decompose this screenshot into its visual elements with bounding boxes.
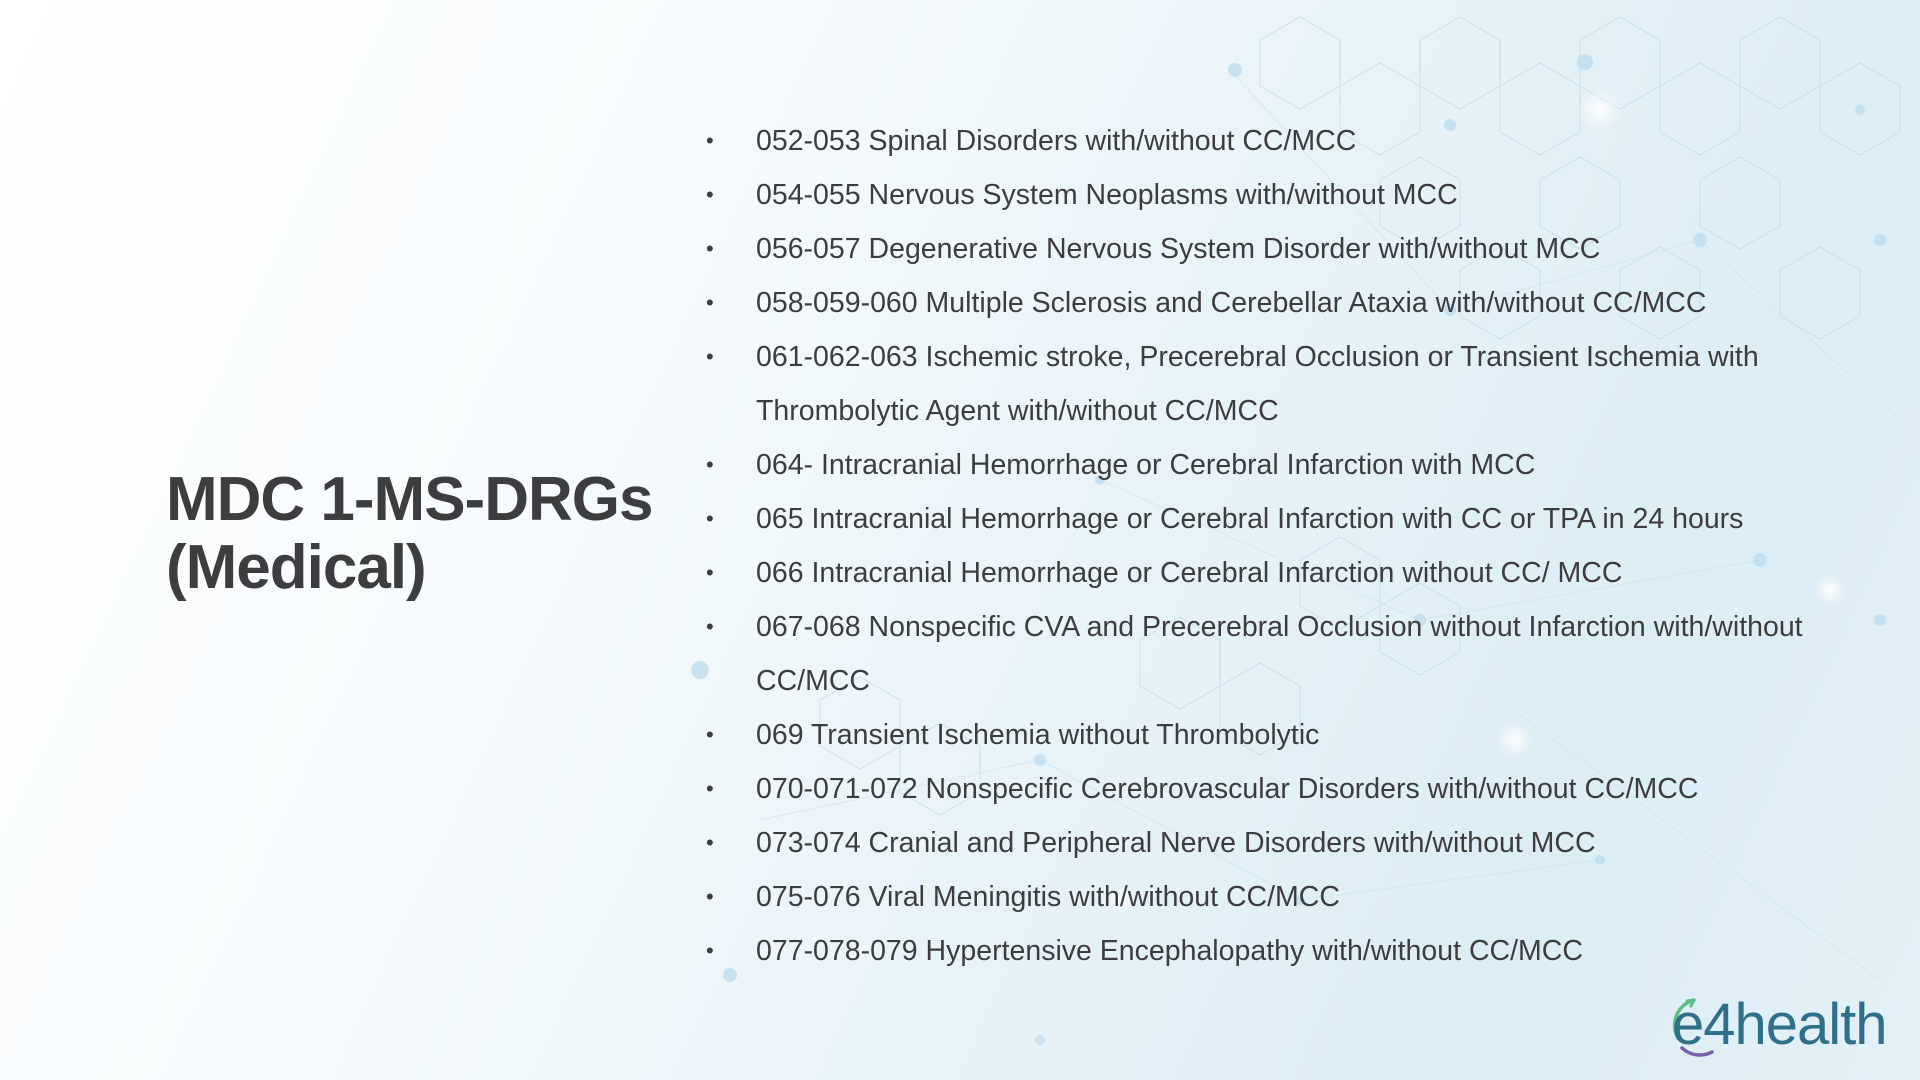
bullet-icon: • <box>706 182 714 207</box>
list-item-text: 077-078-079 Hypertensive Encephalopathy with/without CC/MCC <box>756 935 1583 967</box>
list-item-text: 056-057 Degenerative Nervous System Disorder with/without MCC <box>756 233 1601 265</box>
bullet-icon: • <box>706 128 714 153</box>
list-item-text: 066 Intracranial Hemorrhage or Cerebral Infarction without CC/ MCC <box>756 557 1623 589</box>
bullet-icon: • <box>706 884 714 909</box>
list-item <box>706 924 1856 978</box>
bullet-icon: • <box>706 830 714 855</box>
list-item <box>706 168 1856 222</box>
bullet-icon: • <box>706 236 714 261</box>
list-item <box>706 330 1856 438</box>
list-item-text: 070-071-072 Nonspecific Cerebrovascular Disorders with/without CC/MCC <box>756 773 1699 805</box>
list-item-text: 054-055 Nervous System Neoplasms with/without MCC <box>756 179 1458 211</box>
list-item <box>706 492 1856 546</box>
bullet-icon: • <box>706 506 714 531</box>
list-item-text: 073-074 Cranial and Peripheral Nerve Disorders with/without MCC <box>756 827 1596 859</box>
list-item-text: 065 Intracranial Hemorrhage or Cerebral Infarction with CC or TPA in 24 hours <box>756 503 1744 535</box>
list-item-text: 075-076 Viral Meningitis with/without CC/MCC <box>756 881 1340 913</box>
list-item <box>706 600 1856 708</box>
bullet-icon: • <box>706 776 714 801</box>
bullet-icon: • <box>706 938 714 963</box>
list-item <box>706 114 1856 168</box>
bullet-icon: • <box>706 722 714 747</box>
list-item-text: 067-068 Nonspecific CVA and Precerebral Occlusion without Infarction with/without CC/MCC <box>756 611 1803 697</box>
list-item-text: 058-059-060 Multiple Sclerosis and Cerebellar Ataxia with/without CC/MCC <box>756 287 1707 319</box>
list-item <box>706 816 1856 870</box>
logo-wordmark: e4health <box>1672 992 1887 1057</box>
bullet-icon: • <box>706 452 714 477</box>
bullet-icon: • <box>706 614 714 639</box>
list-item <box>706 276 1856 330</box>
list-item <box>706 870 1856 924</box>
drg-bullet-list <box>706 114 1856 978</box>
list-item-text: 052-053 Spinal Disorders with/without CC/MCC <box>756 125 1357 157</box>
e4health-logo <box>1664 990 1904 1060</box>
list-item <box>706 438 1856 492</box>
list-item <box>706 708 1856 762</box>
bullet-icon: • <box>706 290 714 315</box>
list-item-text: 064- Intracranial Hemorrhage or Cerebral Infarction with MCC <box>756 449 1536 481</box>
bullet-icon: • <box>706 344 714 369</box>
slide-title: MDC 1-MS-DRGs (Medical) <box>166 465 653 602</box>
list-item <box>706 546 1856 600</box>
list-item <box>706 762 1856 816</box>
list-item-text: 069 Transient Ischemia without Thrombolytic <box>756 719 1320 751</box>
list-item-text: 061-062-063 Ischemic stroke, Precerebral Occlusion or Transient Ischemia with Thrombolytic Agent with/without CC/MCC <box>756 341 1759 427</box>
bullet-icon: • <box>706 560 714 585</box>
list-item <box>706 222 1856 276</box>
